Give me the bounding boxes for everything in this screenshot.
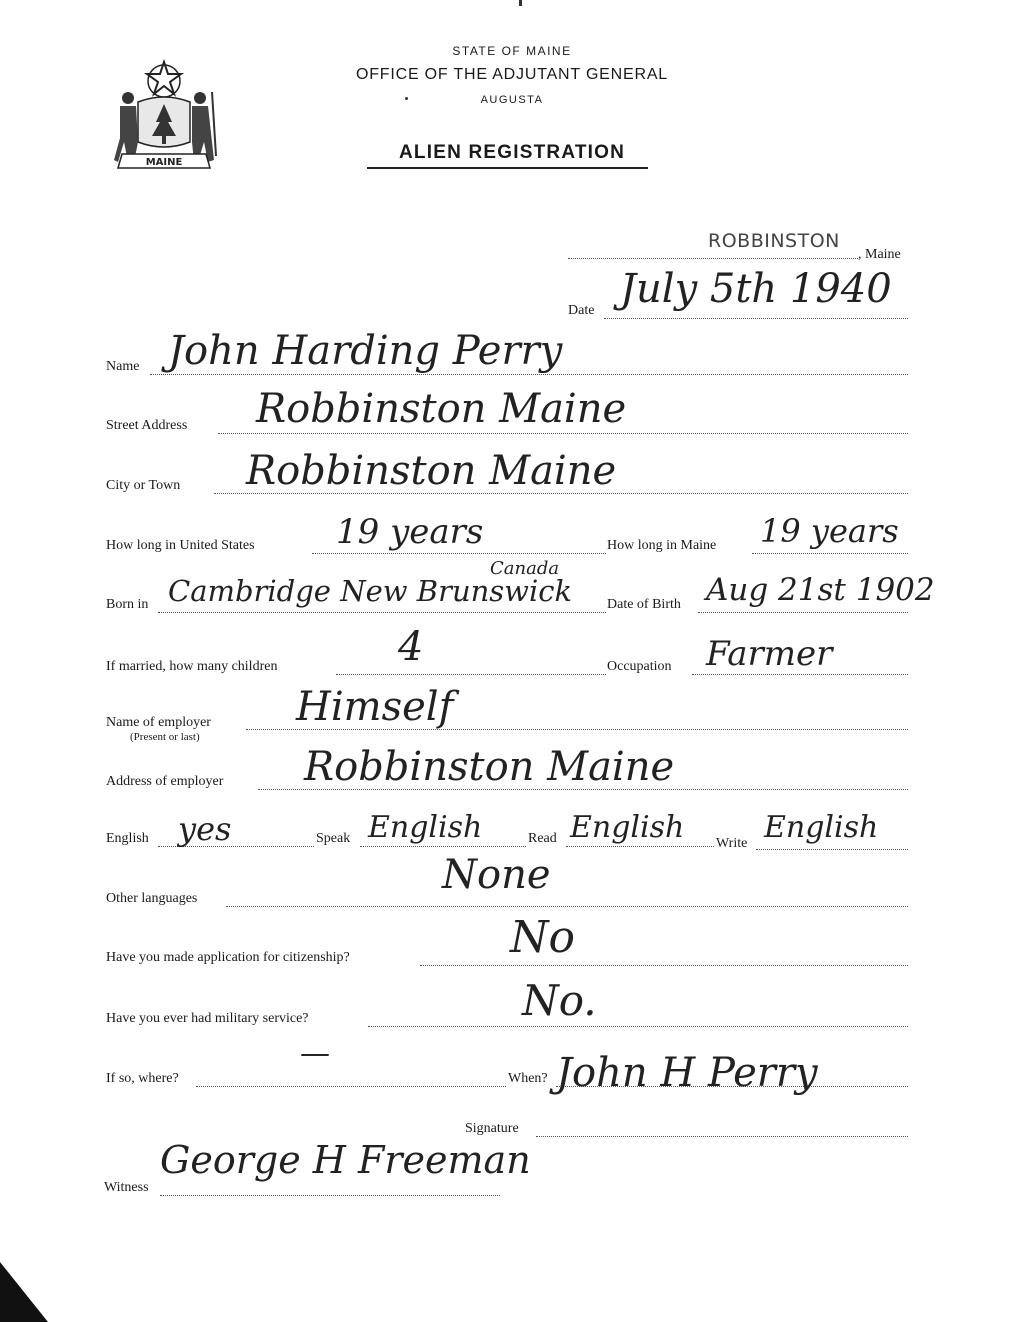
employer-value: Himself bbox=[296, 684, 454, 730]
town-suffix: , Maine bbox=[858, 247, 901, 262]
occupation-line bbox=[692, 674, 908, 675]
where-value: — bbox=[300, 1036, 330, 1071]
born-in-value: Cambridge New Brunswick bbox=[168, 574, 573, 608]
other-languages-label: Other languages bbox=[106, 891, 198, 906]
other-languages-line bbox=[226, 906, 908, 907]
employer-address-value: Robbinston Maine bbox=[304, 744, 675, 790]
speak-value: English bbox=[368, 810, 483, 845]
citizenship-value: No bbox=[510, 912, 575, 963]
children-line bbox=[336, 674, 606, 675]
speak-line bbox=[360, 846, 526, 847]
witness-value: George H Freeman bbox=[160, 1138, 531, 1182]
read-line bbox=[566, 846, 714, 847]
how-long-us-value: 19 years bbox=[336, 512, 484, 552]
name-value: John Harding Perry bbox=[168, 328, 563, 374]
date-label: Date bbox=[568, 303, 595, 318]
citizenship-label: Have you made application for citizenship? bbox=[106, 950, 350, 965]
scan-mark bbox=[519, 0, 522, 6]
how-long-maine-value: 19 years bbox=[760, 512, 899, 550]
speak-label: Speak bbox=[316, 831, 351, 846]
read-value: English bbox=[570, 810, 685, 845]
military-value: No. bbox=[522, 976, 597, 1025]
occupation-label: Occupation bbox=[607, 659, 672, 674]
svg-text:MAINE: MAINE bbox=[145, 157, 183, 168]
children-value: 4 bbox=[398, 624, 424, 670]
date-of-birth-label: Date of Birth bbox=[607, 597, 681, 612]
date-of-birth-line bbox=[698, 612, 908, 613]
witness-line bbox=[160, 1195, 500, 1196]
other-languages-value: None bbox=[442, 852, 551, 898]
write-line bbox=[756, 849, 908, 850]
street-label: Street Address bbox=[106, 418, 188, 433]
employer-label: Name of employer bbox=[106, 715, 211, 730]
when-label: When? bbox=[508, 1071, 548, 1086]
street-value: Robbinston Maine bbox=[256, 386, 627, 432]
date-of-birth-value: Aug 21st 1902 bbox=[706, 572, 935, 608]
english-label: English bbox=[106, 831, 149, 846]
military-line bbox=[368, 1026, 908, 1027]
how-long-us-line bbox=[312, 553, 606, 554]
witness-label: Witness bbox=[104, 1180, 149, 1195]
born-in-note: Canada bbox=[490, 558, 560, 579]
employer-note: (Present or last) bbox=[130, 731, 200, 743]
city-value: Robbinston Maine bbox=[246, 448, 617, 494]
born-in-label: Born in bbox=[106, 597, 149, 612]
title-underline bbox=[367, 167, 648, 169]
occupation-value: Farmer bbox=[706, 634, 833, 674]
city-label: City or Town bbox=[106, 478, 181, 493]
signature-line bbox=[536, 1136, 908, 1137]
where-line bbox=[196, 1086, 506, 1087]
header-office: OFFICE OF THE ADJUTANT GENERAL bbox=[355, 66, 669, 83]
name-label: Name bbox=[106, 359, 140, 374]
how-long-us-label: How long in United States bbox=[106, 538, 255, 553]
citizenship-line bbox=[420, 965, 908, 966]
children-label: If married, how many children bbox=[106, 659, 278, 674]
scan-corner-shadow bbox=[0, 1262, 48, 1322]
town-line bbox=[568, 258, 858, 259]
street-line bbox=[218, 433, 908, 434]
english-value: yes bbox=[178, 810, 232, 848]
header-state: STATE OF MAINE bbox=[452, 44, 572, 58]
employer-address-label: Address of employer bbox=[106, 774, 224, 789]
where-label: If so, where? bbox=[106, 1071, 179, 1086]
write-label: Write bbox=[716, 836, 748, 851]
military-label: Have you ever had military service? bbox=[106, 1011, 309, 1026]
how-long-maine-label: How long in Maine bbox=[607, 538, 717, 553]
date-line bbox=[604, 318, 908, 319]
date-value: July 5th 1940 bbox=[620, 266, 892, 312]
header-city: AUGUSTA bbox=[480, 94, 544, 106]
write-value: English bbox=[764, 810, 879, 845]
form-title: ALIEN REGISTRATION bbox=[398, 142, 626, 163]
town-stamp: ROBBINSTON bbox=[708, 230, 840, 252]
signature-label: Signature bbox=[465, 1121, 519, 1136]
signature-value: John H Perry bbox=[556, 1050, 818, 1096]
read-label: Read bbox=[528, 831, 557, 846]
how-long-maine-line bbox=[752, 553, 908, 554]
name-line bbox=[150, 374, 908, 375]
born-in-line bbox=[158, 612, 606, 613]
